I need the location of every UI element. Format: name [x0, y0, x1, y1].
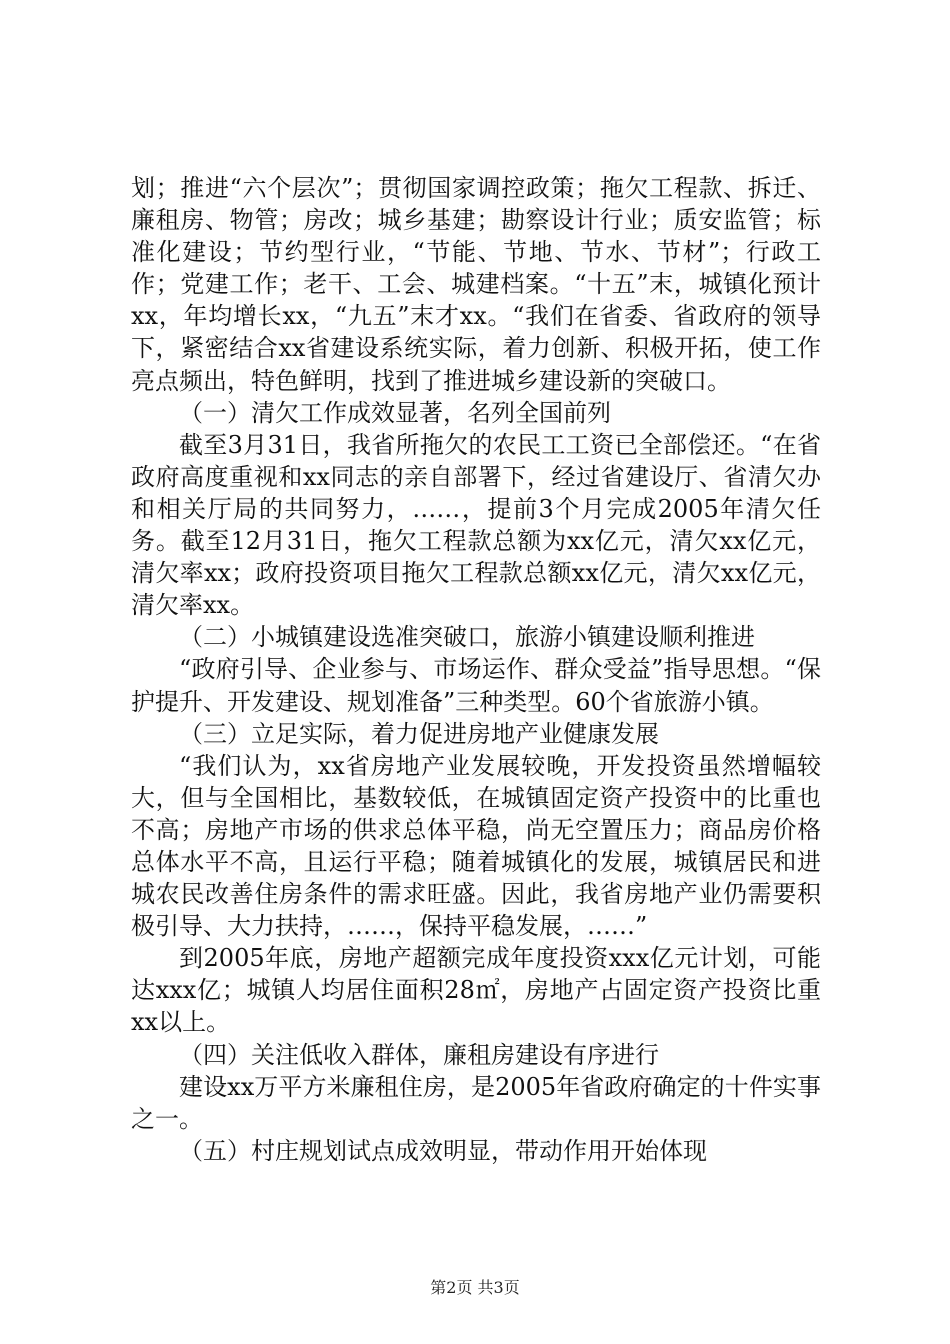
paragraph-arrears: 截至3月31日，我省所拖欠的农民工工资已全部偿还。“在省政府高度重视和xx同志的亲自部署下，经过省建设厅、省清欠办和相关厅局的共同努力，……，提前3个月完成2005年清欠任务。截至12月31日，拖欠工程款总额为xx亿元，清欠xx亿元，清欠率xx；政府投资项目拖欠工程款总额xx亿元，清欠xx亿元，清欠率xx。 [131, 430, 821, 620]
paragraph-real-estate-figures: 到2005年底，房地产超额完成年度投资xxx亿元计划，可能达xxx亿；城镇人均居住面积28㎡，房地产占固定资产投资比重xx以上。 [131, 944, 821, 1037]
section-heading-5: （五）村庄规划试点成效明显，带动作用开始体现 [179, 1136, 707, 1165]
paragraph-intro: 划；推进“六个层次”；贯彻国家调控政策；拖欠工程款、拆迁、廉租房、物管；房改；城乡基建；勘察设计行业；质安监管；标准化建设；节约型行业，“节能、节地、节水、节材”；行政工作；党建工作；老干、工会、城建档案。“十五”末，城镇化预计xx，年均增长xx，“九五”末才xx。“我们在省委、省政府的领导下，紧密结合xx省建设系统实际，着力创新、积极开拓，使工作亮点频出，特色鲜明，找到了推进城乡建设新的突破口。 [131, 174, 821, 395]
document-body [131, 172, 821, 1167]
section-heading-2: （二）小城镇建设选准突破口，旅游小镇建设顺利推进 [179, 623, 755, 652]
page-footer: 第2页 共3页 [430, 1278, 520, 1297]
section-heading-3: （三）立足实际，着力促进房地产业健康发展 [179, 719, 659, 748]
paragraph-small-towns: “政府引导、企业参与、市场运作、群众受益”指导思想。“保护提升、开发建设、规划准备”三种类型。60个省旅游小镇。 [131, 655, 821, 716]
paragraph-real-estate-quote: “我们认为，xx省房地产业发展较晚，开发投资虽然增幅较大，但与全国相比，基数较低，在城镇固定资产投资中的比重也不高；房地产市场的供求总体平稳，尚无空置压力；商品房价格总体水平不高，且运行平稳；随着城镇化的发展，城镇居民和进城农民改善住房条件的需求旺盛。因此，我省房地产业仍需要积极引导、大力扶持，……，保持平稳发展，……” [131, 751, 821, 941]
section-heading-4: （四）关注低收入群体，廉租房建设有序进行 [179, 1040, 659, 1069]
section-heading-1: （一）清欠工作成效显著，名列全国前列 [179, 398, 611, 427]
paragraph-low-rent-housing: 建设xx万平方米廉租住房，是2005年省政府确定的十件实事之一。 [131, 1072, 821, 1133]
